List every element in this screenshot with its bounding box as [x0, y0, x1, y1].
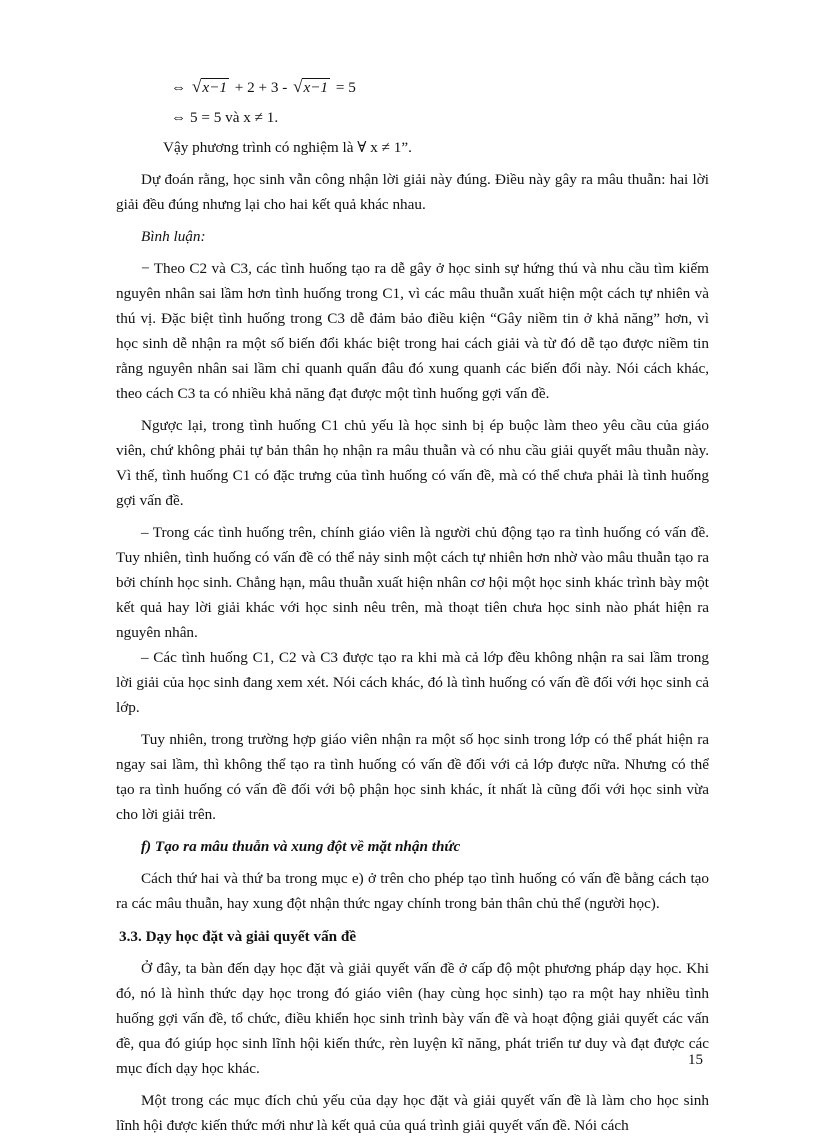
- section-title-3-3: 3.3. Dạy học đặt và giải quyết vấn đề: [119, 928, 357, 945]
- sqrt-radicand-2: x−1: [303, 79, 329, 96]
- paragraph-however: Tuy nhiên, trong trường hợp giáo viên nhận ra một số học sinh trong lớp có thể phát hiện ra ngay sai lầm, thì không thể tạo ra tình huống có vấn đề đối với cả lớp được nữa. Nhưng có thể tạo ra tình huống có vấn đề đối với bộ phận học sinh khác, ít nhất là cũng đối với học sinh vừa cho lời giải trên.: [116, 731, 709, 823]
- paragraph-prediction: Dự đoán rằng, học sinh vẫn công nhận lời giải này đúng. Điều này gây ra mâu thuẫn: hai lời giải đều đúng nhưng lại cho hai kết quả khác nhau.: [116, 171, 709, 213]
- page-body: [116, 68, 709, 1138]
- equation-suffix: = 5: [332, 79, 356, 96]
- equation-middle: + 2 + 3 -: [230, 79, 292, 96]
- equation-line-2: ⇔ 5 = 5 và x ≠ 1.: [171, 109, 279, 126]
- paragraph-main-purpose: Một trong các mục đích chủ yếu của dạy học đặt và giải quyết vấn đề là làm cho học sinh lĩnh hội được kiến thức mới như là kết quả của quá trình giải quyết vấn đề. Nói cách: [116, 1092, 709, 1134]
- conclusion-line: Vậy phương trình có nghiệm là ∀ x ≠ 1”.: [163, 139, 412, 156]
- comment-heading: Bình luận:: [141, 228, 206, 245]
- heading-f: f) Tạo ra mâu thuẫn và xung đột về mặt nhận thức: [141, 838, 461, 855]
- sqrt-expression-2: √x−1: [293, 77, 329, 96]
- sqrt-expression-1: √x−1: [191, 77, 227, 96]
- paragraph-teacher-role: – Trong các tình huống trên, chính giáo viên là người chủ động tạo ra tình huống có vấn đề. Tuy nhiên, tình huống có vấn đề có thể nảy sinh một cách tự nhiên hơn nhờ vào mâu thuẫn tạo ra bởi chính học sinh. Chẳng hạn, mâu thuẫn xuất hiện nhân cơ hội một học sinh khác trình bày một kết quả hay lời giải khác với học sinh nêu trên, mà thoạt tiên chưa học sinh nào phát hiện ra nguyên nhân.: [116, 524, 709, 641]
- paragraph-comment-c2-c3: − Theo C2 và C3, các tình huống tạo ra dễ gây ở học sinh sự hứng thú và nhu cầu tìm kiếm nguyên nhân sai lầm hơn tình huống trong C1, vì các mâu thuẫn xuất hiện một cách tự nhiên và thú vị. Đặc biệt tình huống trong C3 dễ đảm bảo điều kiện “Gây niềm tin ở khả năng” hơn, vì học sinh dễ nhận ra một số biến đổi khác biệt trong hai cách giải và từ đó dễ tạo được niềm tin rằng nguyên nhân sai lầm chỉ quanh quẩn đâu đó xung quanh các biến đổi này. Nói cách khác, theo cách C3 ta có nhiều khả năng đạt được một tình huống gợi vấn đề.: [116, 260, 709, 402]
- paragraph-teaching-method: Ở đây, ta bàn đến dạy học đặt và giải quyết vấn đề ở cấp độ một phương pháp dạy học. Khi đó, nó là hình thức dạy học trong đó giáo viên (hay cùng học sinh) tạo ra một hay nhiều tình huống gợi vấn đề, tổ chức, điều khiển học sinh trình bày vấn đề và hoạt động giải quyết các vấn đề, qua đó giúp học sinh lĩnh hội kiến thức, rèn luyện kĩ năng, phát triển tư duy và đạt được các mục đích dạy học khác.: [116, 960, 709, 1077]
- paragraph-whole-class: – Các tình huống C1, C2 và C3 được tạo ra khi mà cả lớp đều không nhận ra sai lầm trong lời giải của học sinh đang xem xét. Nói cách khác, đó là tình huống có vấn đề đối với học sinh cả lớp.: [116, 649, 709, 716]
- paragraph-c1: Ngược lại, trong tình huống C1 chủ yếu là học sinh bị ép buộc làm theo yêu cầu của giáo viên, chứ không phải tự bản thân họ nhận ra mâu thuẫn và có nhu cầu giải quyết mâu thuẫn này. Vì thế, tình huống C1 có đặc trưng của tình huống có vấn đề, mà có thể chưa phải là tình huống gợi vấn đề.: [116, 417, 709, 509]
- sqrt-radicand-1: x−1: [202, 79, 227, 96]
- equation-line-1: [116, 68, 709, 103]
- equivalence-prefix: ⇔: [171, 79, 190, 96]
- page-number: 15: [688, 1052, 703, 1068]
- paragraph-cognitive-conflict: Cách thứ hai và thứ ba trong mục e) ở trên cho phép tạo tình huống có vấn đề bằng cách tạo ra các mâu thuẫn, hay xung đột nhận thức ngay chính trong bản thân chủ thể (người học).: [116, 870, 709, 912]
